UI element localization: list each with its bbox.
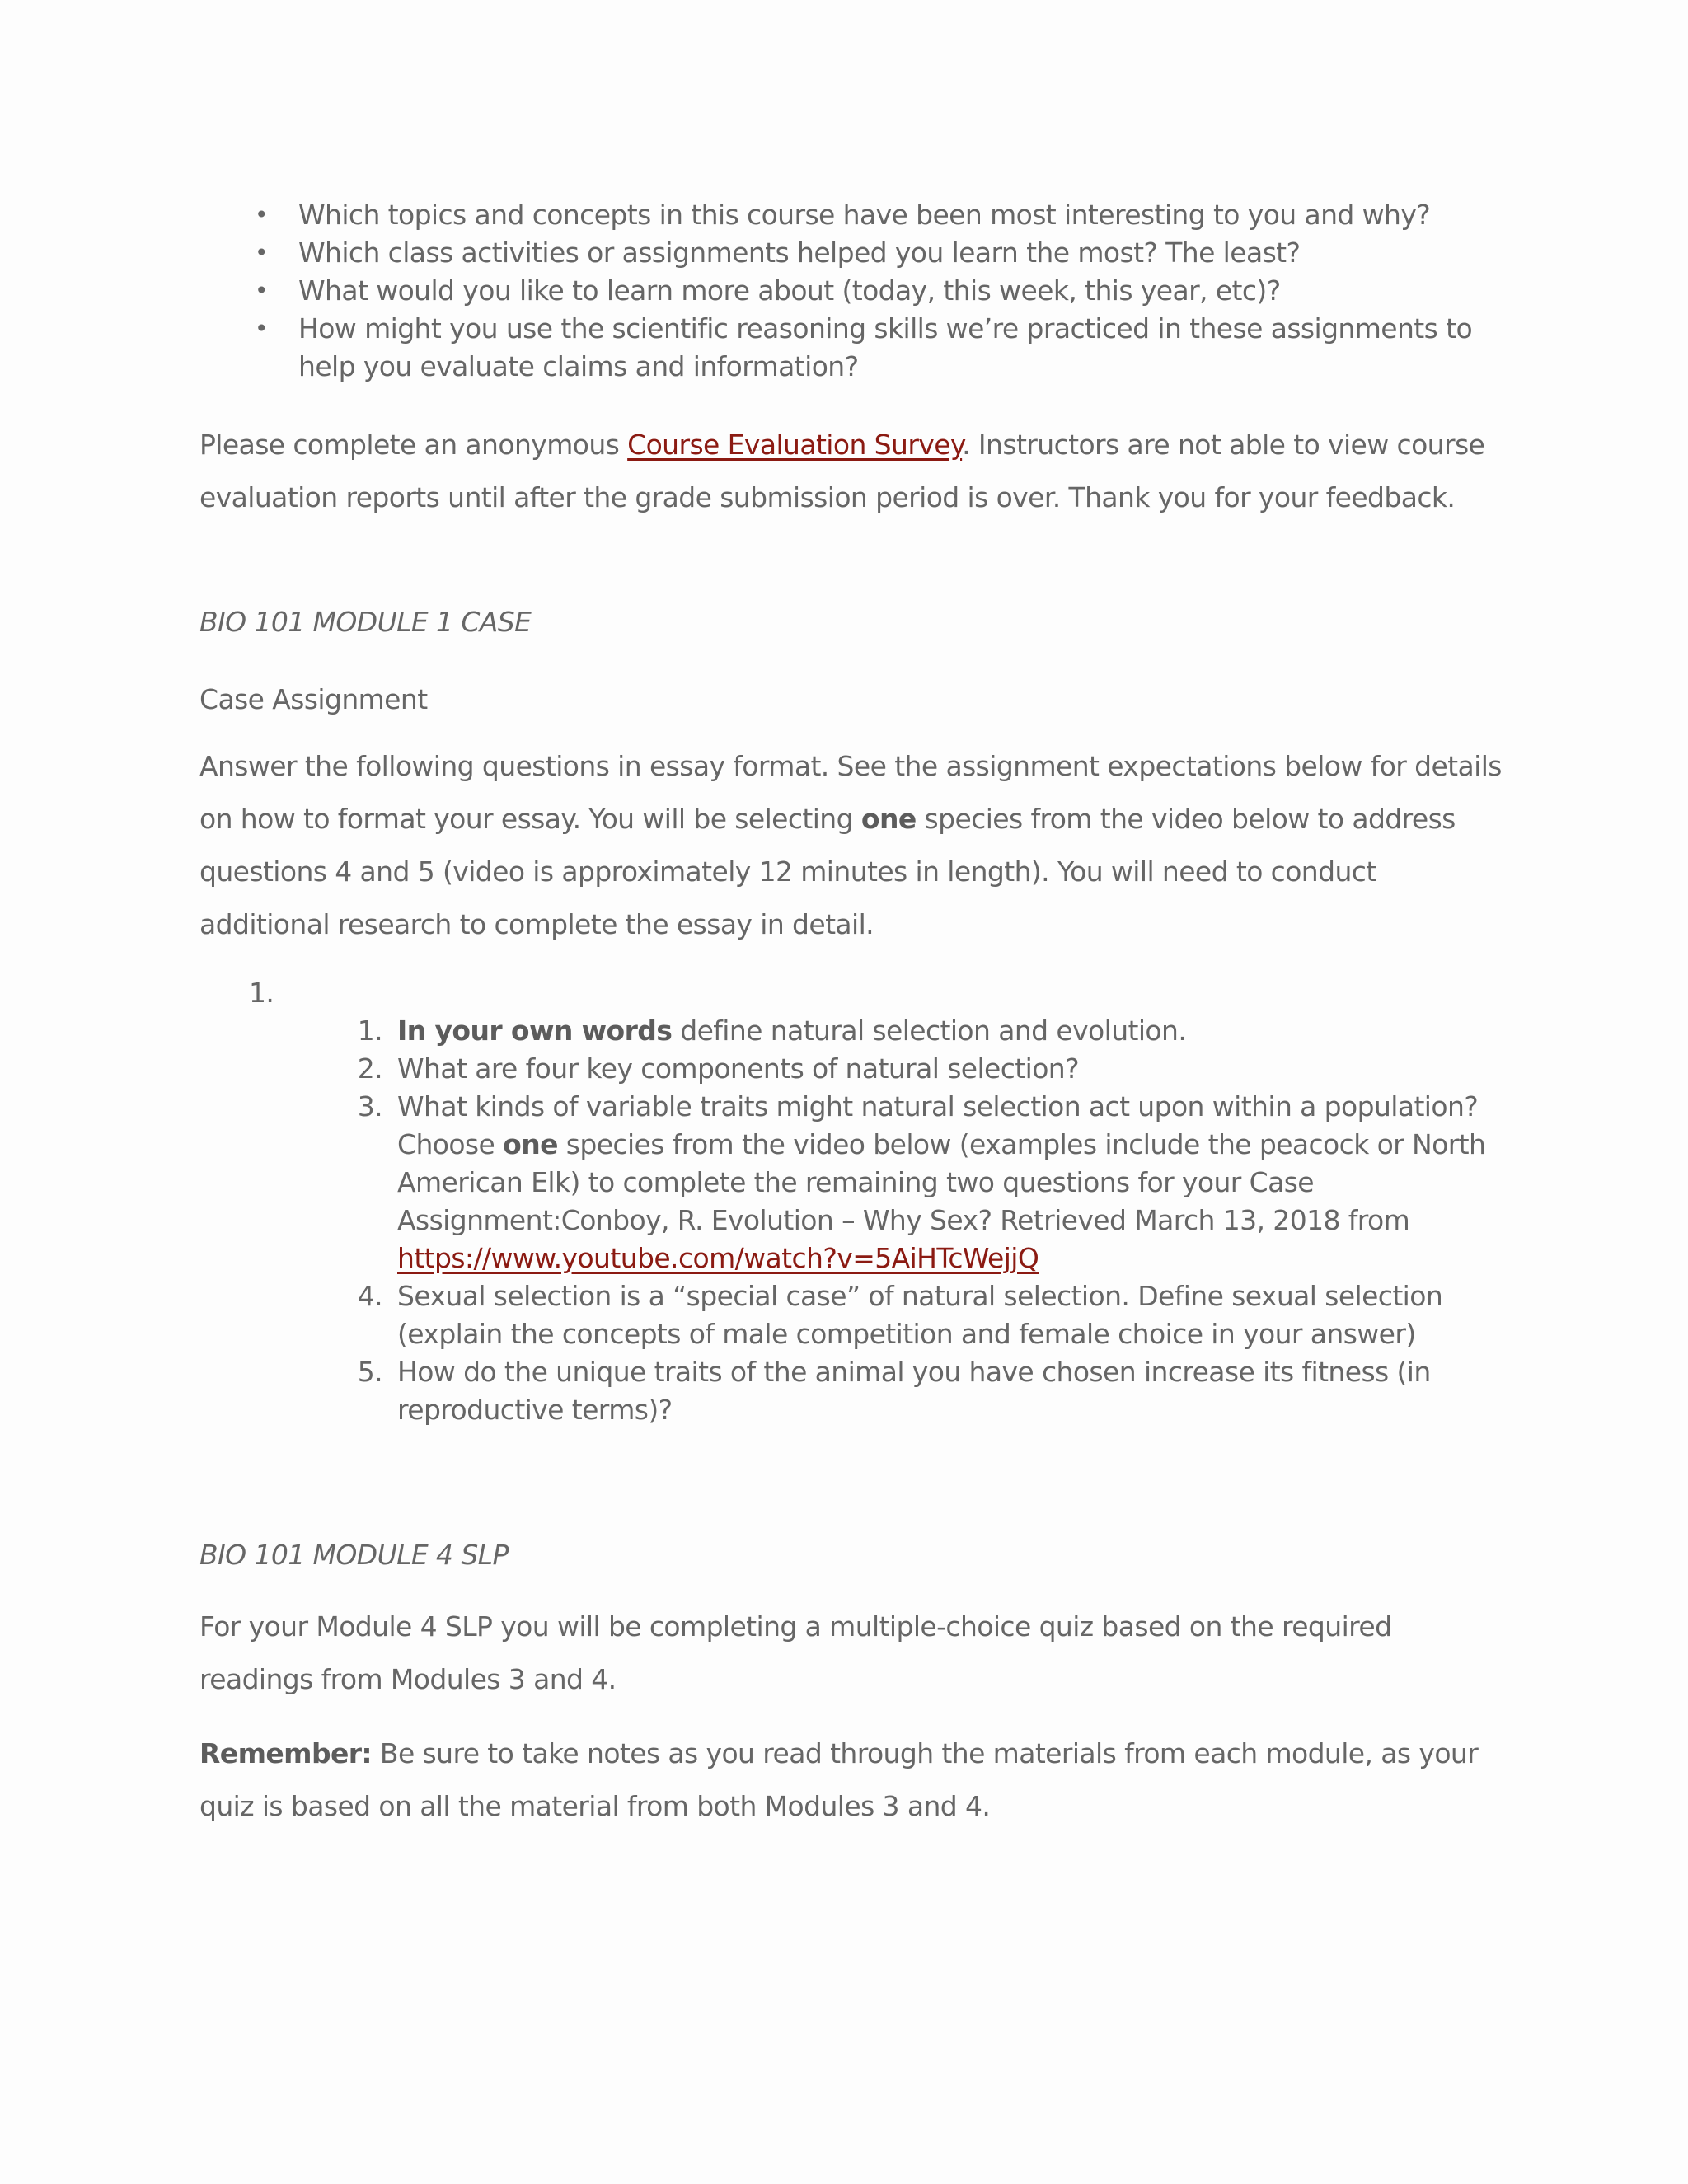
list-item xyxy=(199,196,1502,234)
question-text: What are four key components of natural selection? xyxy=(397,1052,1080,1085)
question-text: How do the unique traits of the animal you have chosen increase its fitness (in reproductive terms)? xyxy=(397,1356,1431,1426)
outer-list-number: 1. xyxy=(249,977,274,1009)
course-evaluation-survey-link[interactable]: Course Evaluation Survey xyxy=(627,429,963,461)
bullet-icon: • xyxy=(255,277,268,304)
list-item-text: What would you like to learn more about (today, this week, this year, etc)? xyxy=(298,274,1281,307)
bullet-icon: • xyxy=(255,201,268,228)
question-text: Sexual selection is a “special case” of natural selection. Define sexual selection (explain the concepts of male competition and female choice in your answer) xyxy=(397,1280,1443,1350)
question-number: 1. xyxy=(357,1015,382,1047)
reflection-questions-list xyxy=(199,196,1502,386)
document-page xyxy=(199,196,1502,1833)
outer-ordered-list xyxy=(199,974,1502,1429)
module4-title: BIO 101 MODULE 4 SLP xyxy=(199,1539,509,1571)
intro-text-b: species from the video below to address questions 4 and 5 (video is approximately 12 minutes in length). You will need to conduct additional research to complete the essay in detail. xyxy=(199,803,1456,940)
case-questions-list xyxy=(199,1012,1502,1429)
question-text: What kinds of variable traits might natural selection act upon within a population?Choose xyxy=(397,1090,1479,1160)
intro-bold-one: one xyxy=(860,803,917,835)
list-item xyxy=(199,234,1502,272)
case-assignment-heading: Case Assignment xyxy=(199,683,428,715)
question-bold-text: In your own words xyxy=(397,1015,673,1047)
list-item-text: Which topics and concepts in this course have been most interesting to you and why? xyxy=(298,199,1431,231)
module4-paragraph: For your Module 4 SLP you will be completing a multiple-choice quiz based on the required readings from Modules 3 and 4. xyxy=(199,1610,1392,1695)
question-item xyxy=(199,1277,1502,1353)
question-bold-text: one xyxy=(503,1128,558,1160)
question-number: 5. xyxy=(357,1356,382,1388)
question-number: 4. xyxy=(357,1280,382,1312)
survey-text-before: Please complete an anonymous xyxy=(199,429,628,461)
question-number: 2. xyxy=(357,1052,382,1085)
bullet-icon: • xyxy=(255,315,268,342)
question-item xyxy=(199,1088,1502,1277)
remember-paragraph xyxy=(199,1727,1502,1833)
list-item-text: How might you use the scientific reasoning skills we’re practiced in these assignments to help you evaluate claims and information? xyxy=(298,312,1473,382)
youtube-video-link[interactable]: https://www.youtube.com/watch?v=5AiHTcWejjQ xyxy=(397,1242,1039,1274)
remember-label: Remember: xyxy=(199,1737,373,1769)
question-item xyxy=(199,1050,1502,1088)
module1-title: BIO 101 MODULE 1 CASE xyxy=(199,606,532,638)
survey-text-after: . Instructors are not able to view course evaluation reports until after the grade submission period is over. Thank you for your feedback. xyxy=(199,429,1485,513)
question-text: define natural selection and evolution. xyxy=(672,1015,1187,1047)
bullet-icon: • xyxy=(255,239,268,266)
module1-intro-paragraph xyxy=(199,740,1502,951)
question-item xyxy=(199,1012,1502,1050)
list-item-text: Which class activities or assignments helped you learn the most? The least? xyxy=(298,237,1301,269)
intro-text-a: Answer the following questions in essay format. See the assignment expectations below for details on how to format your essay. You will be selecting xyxy=(199,750,1502,835)
remember-text: Be sure to take notes as you read through the materials from each module, as your quiz is based on all the material from both Modules 3 and 4. xyxy=(199,1737,1479,1822)
question-text: species from the video below (examples include the peacock or North American Elk) to complete the remaining two questions for your Case Assignment:Conboy, R. Evolution – Why Sex? Retrieved March 13, 2018 from xyxy=(397,1128,1486,1236)
question-number: 3. xyxy=(357,1090,382,1122)
list-item xyxy=(199,272,1502,310)
list-item xyxy=(199,310,1502,386)
survey-paragraph xyxy=(199,419,1502,524)
question-item xyxy=(199,1353,1502,1429)
